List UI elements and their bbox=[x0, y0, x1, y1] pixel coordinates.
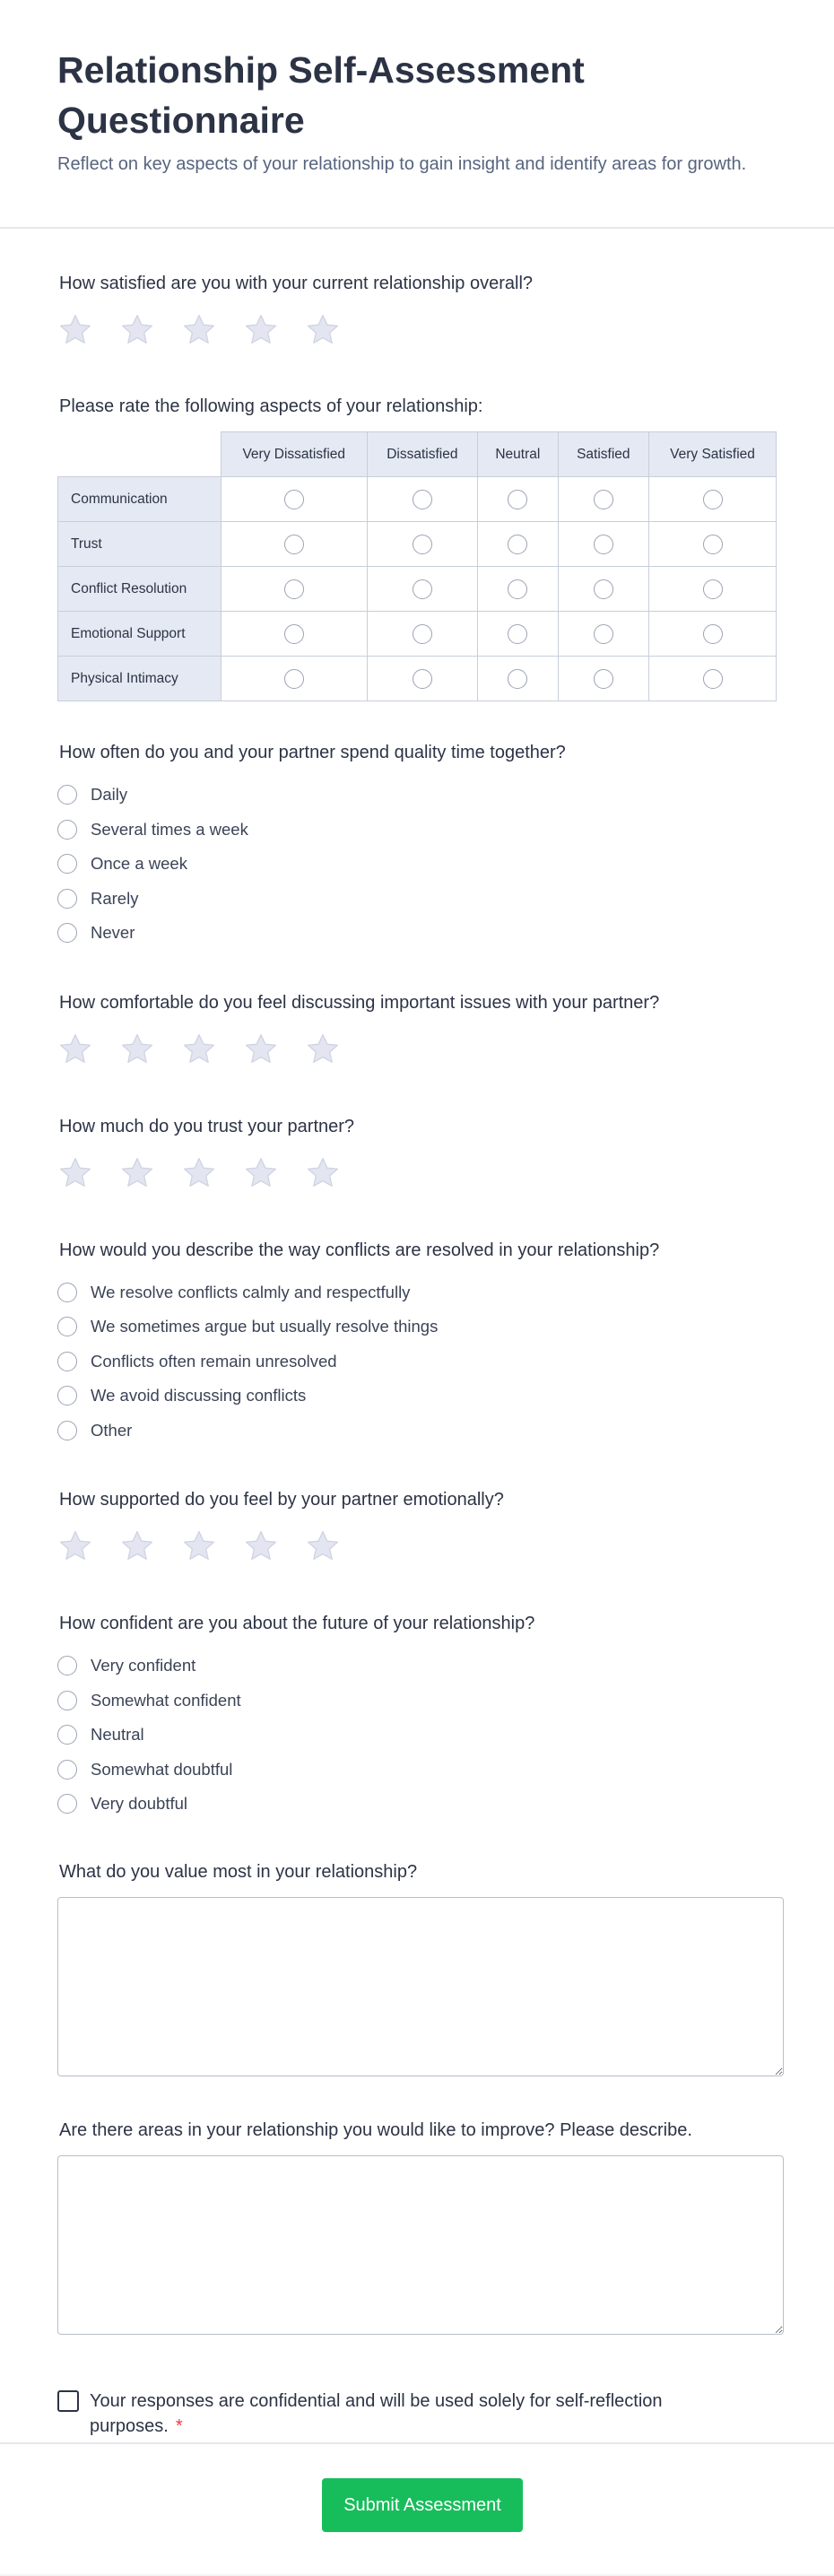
matrix-cell bbox=[558, 522, 648, 567]
radio-option[interactable] bbox=[57, 1414, 777, 1449]
radio-option[interactable] bbox=[57, 1718, 777, 1753]
question-conflict-resolution bbox=[57, 1238, 777, 1449]
matrix-row bbox=[58, 657, 777, 701]
radio-option[interactable] bbox=[57, 813, 777, 848]
star-icon[interactable] bbox=[305, 1155, 341, 1191]
matrix-row bbox=[58, 612, 777, 657]
matrix-radio[interactable] bbox=[703, 624, 723, 644]
matrix-cell bbox=[649, 522, 777, 567]
form-content bbox=[0, 271, 834, 2439]
radio-button[interactable] bbox=[57, 854, 77, 874]
matrix-cell bbox=[478, 522, 559, 567]
radio-button[interactable] bbox=[57, 1794, 77, 1814]
matrix-cell bbox=[367, 567, 477, 612]
question-label: Please rate the following aspects of your relationship: bbox=[59, 396, 483, 416]
radio-option[interactable] bbox=[57, 882, 777, 917]
radio-option-label: Neutral bbox=[91, 1725, 144, 1745]
matrix-radio[interactable] bbox=[594, 669, 613, 689]
question-values bbox=[57, 1859, 777, 2076]
star-icon[interactable] bbox=[243, 312, 279, 348]
star-icon[interactable] bbox=[305, 312, 341, 348]
matrix-radio[interactable] bbox=[413, 490, 432, 509]
matrix-radio[interactable] bbox=[284, 490, 304, 509]
star-icon[interactable] bbox=[243, 1031, 279, 1067]
star-icon[interactable] bbox=[181, 1155, 217, 1191]
radio-option-label: Other bbox=[91, 1420, 133, 1440]
matrix-cell bbox=[478, 567, 559, 612]
question-aspects-matrix bbox=[57, 394, 777, 701]
form-subtitle: Reflect on key aspects of your relationship to gain insight and identify areas for growth. bbox=[57, 154, 747, 174]
question-trust bbox=[57, 1114, 777, 1192]
matrix-cell bbox=[221, 567, 367, 612]
question-label: How often do you and your partner spend quality time together? bbox=[59, 743, 566, 762]
question-label: How would you describe the way conflicts are resolved in your relationship? bbox=[59, 1240, 660, 1260]
matrix-column-header: Very Dissatisfied bbox=[221, 432, 367, 477]
question-overall-satisfaction bbox=[57, 271, 777, 349]
form-footer bbox=[0, 2442, 834, 2576]
star-icon[interactable] bbox=[57, 1528, 93, 1564]
question-label: How comfortable do you feel discussing important issues with your partner? bbox=[59, 992, 660, 1013]
radio-option[interactable] bbox=[57, 1275, 777, 1310]
matrix-cell bbox=[478, 612, 559, 657]
matrix-row bbox=[58, 522, 777, 567]
star-icon[interactable] bbox=[57, 312, 93, 348]
matrix-radio[interactable] bbox=[703, 490, 723, 509]
radio-button[interactable] bbox=[57, 923, 77, 943]
radio-option-label: Several times a week bbox=[91, 819, 248, 839]
question-label: What do you value most in your relationship? bbox=[59, 1861, 418, 1882]
radio-button[interactable] bbox=[57, 1386, 77, 1405]
matrix-radio[interactable] bbox=[703, 669, 723, 689]
star-icon[interactable] bbox=[305, 1528, 341, 1564]
consent-checkbox[interactable] bbox=[57, 2390, 79, 2412]
matrix-row-label: Physical Intimacy bbox=[58, 657, 222, 701]
matrix-cell bbox=[221, 522, 367, 567]
matrix-cell bbox=[478, 477, 559, 522]
radio-option-label: We resolve conflicts calmly and respectfully bbox=[91, 1282, 411, 1301]
matrix-cell bbox=[478, 657, 559, 701]
matrix-cell bbox=[558, 477, 648, 522]
radio-option-label: Very confident bbox=[91, 1656, 196, 1675]
form-header bbox=[0, 0, 834, 229]
matrix-row bbox=[58, 567, 777, 612]
question-label: How supported do you feel by your partner emotionally? bbox=[59, 1490, 504, 1510]
matrix-cell bbox=[221, 612, 367, 657]
rating-matrix bbox=[57, 431, 777, 701]
matrix-cell bbox=[649, 567, 777, 612]
question-discussion-comfort bbox=[57, 990, 777, 1068]
radio-option-label: Once a week bbox=[91, 854, 187, 874]
required-mark: * bbox=[175, 2415, 183, 2436]
star-icon[interactable] bbox=[181, 1528, 217, 1564]
matrix-radio[interactable] bbox=[413, 579, 432, 599]
matrix-cell bbox=[367, 477, 477, 522]
radio-option[interactable] bbox=[57, 1753, 777, 1788]
radio-option[interactable] bbox=[57, 1684, 777, 1719]
radio-group bbox=[57, 778, 777, 951]
matrix-radio[interactable] bbox=[594, 490, 613, 509]
matrix-cell bbox=[367, 612, 477, 657]
matrix-corner bbox=[58, 432, 222, 477]
matrix-radio[interactable] bbox=[284, 624, 304, 644]
radio-option-label: We sometimes argue but usually resolve things bbox=[91, 1317, 439, 1336]
consent-label bbox=[90, 2389, 664, 2439]
radio-button[interactable] bbox=[57, 1421, 77, 1440]
radio-option-label: Daily bbox=[91, 785, 128, 805]
matrix-radio[interactable] bbox=[508, 490, 527, 509]
radio-button[interactable] bbox=[57, 889, 77, 909]
question-future-confidence bbox=[57, 1611, 777, 1822]
matrix-radio[interactable] bbox=[413, 669, 432, 689]
matrix-cell bbox=[221, 477, 367, 522]
matrix-row-label: Trust bbox=[58, 522, 222, 567]
radio-option[interactable] bbox=[57, 847, 777, 882]
matrix-radio[interactable] bbox=[284, 579, 304, 599]
star-rating bbox=[57, 311, 777, 349]
matrix-column-header: Neutral bbox=[478, 432, 559, 477]
values-textarea[interactable] bbox=[57, 1897, 784, 2076]
question-label: How confident are you about the future of your relationship? bbox=[59, 1614, 535, 1633]
question-label: Are there areas in your relationship you would like to improve? Please describe. bbox=[59, 2119, 692, 2140]
matrix-cell bbox=[367, 522, 477, 567]
radio-option[interactable] bbox=[57, 778, 777, 813]
star-icon[interactable] bbox=[305, 1031, 341, 1067]
radio-option[interactable] bbox=[57, 1379, 777, 1414]
radio-option[interactable] bbox=[57, 1345, 777, 1379]
consent-text: Your responses are confidential and will be used solely for self-reflection purposes. bbox=[90, 2390, 663, 2436]
matrix-header-row bbox=[58, 432, 777, 477]
matrix-column-header: Dissatisfied bbox=[367, 432, 477, 477]
radio-button[interactable] bbox=[57, 785, 77, 805]
matrix-cell bbox=[221, 657, 367, 701]
matrix-radio[interactable] bbox=[594, 624, 613, 644]
star-icon[interactable] bbox=[57, 1155, 93, 1191]
matrix-radio[interactable] bbox=[703, 535, 723, 554]
matrix-cell bbox=[649, 657, 777, 701]
radio-button[interactable] bbox=[57, 1352, 77, 1371]
matrix-row-label: Communication bbox=[58, 477, 222, 522]
star-icon[interactable] bbox=[119, 312, 155, 348]
matrix-radio[interactable] bbox=[284, 535, 304, 554]
radio-option[interactable] bbox=[57, 1310, 777, 1345]
matrix-cell bbox=[367, 657, 477, 701]
matrix-column-header: Satisfied bbox=[558, 432, 648, 477]
radio-option[interactable] bbox=[57, 1649, 777, 1684]
matrix-row-label: Emotional Support bbox=[58, 612, 222, 657]
star-icon[interactable] bbox=[119, 1031, 155, 1067]
star-icon[interactable] bbox=[243, 1528, 279, 1564]
matrix-radio[interactable] bbox=[508, 579, 527, 599]
radio-button[interactable] bbox=[57, 1317, 77, 1336]
matrix-column-header: Very Satisfied bbox=[649, 432, 777, 477]
star-rating bbox=[57, 1031, 777, 1068]
question-quality-time bbox=[57, 740, 777, 951]
submit-button[interactable]: Submit Assessment bbox=[322, 2478, 523, 2532]
consent-field bbox=[57, 2389, 777, 2439]
radio-button[interactable] bbox=[57, 1725, 77, 1745]
radio-button[interactable] bbox=[57, 820, 77, 840]
question-label: How much do you trust your partner? bbox=[59, 1116, 355, 1136]
radio-group bbox=[57, 1649, 777, 1822]
radio-button[interactable] bbox=[57, 1691, 77, 1710]
form-title: Relationship Self-Assessment Questionnaire bbox=[57, 49, 585, 141]
question-emotional-support bbox=[57, 1487, 777, 1565]
radio-option-label: Never bbox=[91, 923, 135, 943]
radio-group bbox=[57, 1275, 777, 1449]
star-icon[interactable] bbox=[181, 312, 217, 348]
matrix-radio[interactable] bbox=[413, 624, 432, 644]
radio-option-label: We avoid discussing conflicts bbox=[91, 1386, 307, 1405]
star-rating bbox=[57, 1154, 777, 1192]
question-label: How satisfied are you with your current relationship overall? bbox=[59, 274, 534, 293]
matrix-row-label: Conflict Resolution bbox=[58, 567, 222, 612]
radio-option[interactable] bbox=[57, 916, 777, 951]
matrix-radio[interactable] bbox=[508, 624, 527, 644]
radio-option-label: Somewhat confident bbox=[91, 1690, 241, 1710]
matrix-cell bbox=[558, 567, 648, 612]
star-icon[interactable] bbox=[119, 1528, 155, 1564]
star-rating bbox=[57, 1527, 777, 1565]
star-icon[interactable] bbox=[57, 1031, 93, 1067]
star-icon[interactable] bbox=[119, 1155, 155, 1191]
matrix-radio[interactable] bbox=[508, 669, 527, 689]
matrix-radio[interactable] bbox=[703, 579, 723, 599]
radio-button[interactable] bbox=[57, 1283, 77, 1302]
radio-button[interactable] bbox=[57, 1760, 77, 1780]
matrix-cell bbox=[558, 612, 648, 657]
matrix-radio[interactable] bbox=[594, 535, 613, 554]
radio-option-label: Conflicts often remain unresolved bbox=[91, 1351, 337, 1371]
matrix-radio[interactable] bbox=[413, 535, 432, 554]
radio-option[interactable] bbox=[57, 1787, 777, 1822]
matrix-cell bbox=[649, 477, 777, 522]
star-icon[interactable] bbox=[181, 1031, 217, 1067]
star-icon[interactable] bbox=[243, 1155, 279, 1191]
matrix-radio[interactable] bbox=[594, 579, 613, 599]
improvements-textarea[interactable] bbox=[57, 2155, 784, 2335]
radio-option-label: Very doubtful bbox=[91, 1794, 187, 1814]
matrix-cell bbox=[558, 657, 648, 701]
matrix-radio[interactable] bbox=[284, 669, 304, 689]
question-improvements bbox=[57, 2118, 777, 2335]
matrix-row bbox=[58, 477, 777, 522]
radio-button[interactable] bbox=[57, 1656, 77, 1675]
radio-option-label: Somewhat doubtful bbox=[91, 1759, 233, 1779]
matrix-cell bbox=[649, 612, 777, 657]
radio-option-label: Rarely bbox=[91, 888, 139, 908]
matrix-radio[interactable] bbox=[508, 535, 527, 554]
